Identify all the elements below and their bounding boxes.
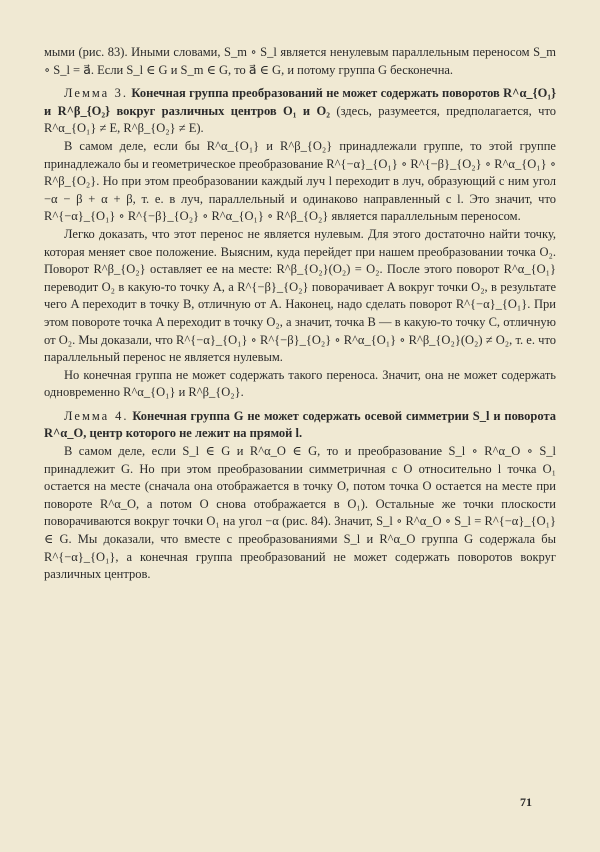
lemma-3: [44, 85, 556, 138]
lemma-4-statement: Конечная группа G не может содержать осевой симметрии S_l и поворота R^α_O, центр которого не лежит на прямой l.: [44, 408, 557, 441]
paragraph-proof-4: В самом деле, если S_l ∈ G и R^α_O ∈ G, то и преобразование S_l ∘ R^α_O ∘ S_l принадлежит G. Но при этом преобразовании симметричная с O относительно l точка O₁ остается на месте (сначала она отображается в точку O, потом точка O остается на месте при повороте R^α_O, а потом O снова отображается в O₁). Остальные же точки плоскости поворачиваются вокруг точки O₁ на угол −α (рис. 84). Значит, S_l ∘ R^α_O ∘ S_l = R^{−α}_{O₁} ∈ G. Мы доказали, что вместе с преобразованиями S_l и R^α_O группа G содержала бы R^{−α}_{O₁}, а конечная группа преобразований не может содержать поворотов вокруг различных центров.: [44, 444, 556, 582]
paragraph-intro: мыми (рис. 83). Иными словами, S_m ∘ S_l является ненулевым параллельным переносом S_m ∘ S_l = a⃗. Если S_l ∈ G и S_m ∈ G, то a⃗ ∈ G, и потому группа G бесконечна.: [44, 45, 556, 77]
paragraph-proof-3: В самом деле, если бы R^α_{O₁} и R^β_{O₂} принадлежали группе, то этой группе принадлежало бы и геометрическое преобразование R^{−α}_{O₁} ∘ R^{−β}_{O₂} ∘ R^α_{O₁} ∘ R^β_{O₂}. Но при этом преобразовании каждый луч l переходит в луч, образующий с ним угол −α − β + α + β, т. е. в луч, параллельный и одинаково направленный с l. Это значит, что R^{−α}_{O₁} ∘ R^{−β}_{O₂} ∘ R^α_{O₁} ∘ R^β_{O₂} является параллельным переносом.: [44, 138, 556, 224]
lemma-3-statement: Конечная группа преобразований не может содержать поворотов R^α_{O₁} и R^β_{O₂} вокруг различных центров O₁ и O₂: [44, 86, 556, 118]
lemma-3-note: (здесь, разумеется, предполагается, что R^α_{O₁} ≠ E, R^β_{O₂} ≠ E).: [44, 103, 557, 136]
page-text: [44, 44, 556, 584]
lemma-3-title: Лемма 3.: [64, 86, 128, 101]
paragraph-translation: Легко доказать, что этот перенос не является нулевым. Для этого достаточно найти точку, которая меняет свое положение. Выясним, куда перейдет при нашем преобразовании точка O₂. Поворот R^β_{O₂} оставляет ее на месте: R^β_{O₂}(O₂) = O₂. После этого поворот R^α_{O₁} переводит O₂ в какую-то точку A, а R^{−β}_{O₂} поворачивает A вокруг точки O₂, в результате чего A переходит в точку B, отличную от A. Наконец, надо сделать поворот R^{−α}_{O₁}. При этом повороте точка A переходит в точку O₂, а значит, точка B — в какую-то точку C, отличную от O₂. Мы доказали, что R^{−α}_{O₁} ∘ R^{−β}_{O₂} ∘ R^α_{O₁} ∘ R^β_{O₂}(O₂) ≠ O₂, т. е. что параллельный перенос не является нулевым.: [44, 226, 556, 365]
lemma-4-title: Лемма 4.: [64, 408, 129, 423]
page-number: 71: [520, 795, 532, 809]
lemma-4: [44, 408, 556, 443]
paragraph-conclusion-3: Но конечная группа не может содержать такого переноса. Значит, она не может содержать одновременно R^α_{O₁} и R^β_{O₂}.: [44, 367, 556, 400]
